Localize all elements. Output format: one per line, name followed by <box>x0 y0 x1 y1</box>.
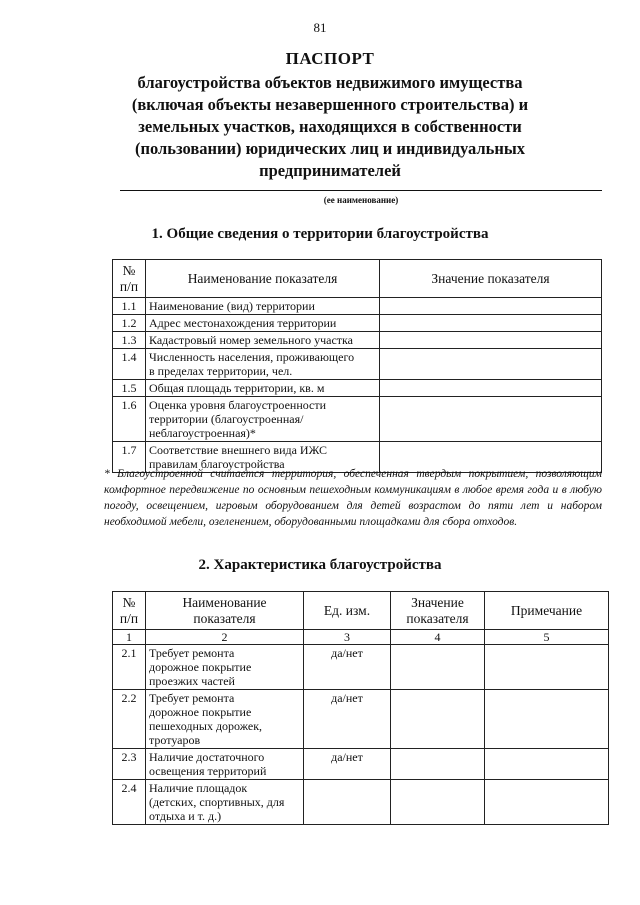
header-name-line: Наименование <box>182 594 267 610</box>
table-row <box>113 690 609 749</box>
indicator-name-line: Требует ремонта <box>149 691 235 705</box>
header-num-line: п/п <box>119 278 139 294</box>
row-number: 1.3 <box>113 332 146 349</box>
column-number: 3 <box>304 630 391 645</box>
indicator-name-line: неблагоустроенная)* <box>149 426 256 440</box>
indicator-name <box>146 645 304 690</box>
indicator-name-line: освещения территорий <box>149 764 267 778</box>
indicator-name <box>146 298 380 315</box>
indicator-name-line: Соответствие внешнего вида ИЖС <box>149 443 328 457</box>
name-caption: (ее наименование) <box>323 195 399 205</box>
indicator-name <box>146 349 380 380</box>
table-row <box>113 397 602 442</box>
title-line: (включая объекты незавершенного строительства) и <box>131 95 529 114</box>
title-line: (пользовании) юридических лиц и индивидуальных <box>134 139 526 158</box>
row-number: 2.3 <box>113 749 146 780</box>
header-name-line: показателя <box>193 610 256 626</box>
document-title <box>60 48 600 182</box>
header-value-line: Значение <box>411 594 464 610</box>
indicator-name-line: Наименование (вид) территории <box>149 299 315 313</box>
indicator-name <box>146 315 380 332</box>
title-line: благоустройства объектов недвижимого имущества <box>137 73 523 92</box>
indicator-name-line: правилам благоустройства <box>149 457 285 471</box>
indicator-name-line: дорожное покрытие <box>149 705 252 719</box>
indicator-value-cell[interactable] <box>380 332 602 349</box>
row-number: 1.7 <box>113 442 146 473</box>
indicator-name-line: отдыха и т. д.) <box>149 809 222 823</box>
row-number: 1.6 <box>113 397 146 442</box>
note-cell[interactable] <box>485 780 609 825</box>
value-cell[interactable] <box>391 780 485 825</box>
row-number: 2.4 <box>113 780 146 825</box>
header-note: Примечание <box>485 592 609 630</box>
header-indicator-value: Значение показателя <box>380 260 602 298</box>
row-number: 2.2 <box>113 690 146 749</box>
row-number: 1.5 <box>113 380 146 397</box>
indicator-value-cell[interactable] <box>380 349 602 380</box>
indicator-value-cell[interactable] <box>380 298 602 315</box>
header-num-line: № <box>122 594 136 610</box>
indicator-name-line: Наличие площадок <box>149 781 248 795</box>
header-indicator-name: Наименование показателя <box>146 260 380 298</box>
table-row <box>113 315 602 332</box>
column-number: 1 <box>113 630 146 645</box>
table-row <box>113 380 602 397</box>
title-line: предпринимателей <box>259 161 401 180</box>
indicator-name-line: Адрес местонахождения территории <box>149 316 337 330</box>
column-number: 2 <box>146 630 304 645</box>
indicator-name <box>146 780 304 825</box>
footnote: * Благоустроенной считается территория, обеспеченная твердым покрытием, позволяющим комфортное передвижение по основным пешеходным коммуникациям в любое время года и в любую погоду, освещением, игровым оборудованием для детей возрастом до пяти лет и набором необходимой мебели, озеленением, оборудованными площадками для сбора отходов. <box>104 468 602 528</box>
header-unit: Ед. изм. <box>304 592 391 630</box>
indicator-name-line: Кадастровый номер земельного участка <box>149 333 353 347</box>
indicator-name <box>146 380 380 397</box>
unit-cell: да/нет <box>304 645 391 690</box>
column-number: 4 <box>391 630 485 645</box>
indicator-name-line: (детских, спортивных, для <box>149 795 285 809</box>
header-num <box>113 592 146 630</box>
note-cell[interactable] <box>485 749 609 780</box>
indicator-name-line: дорожное покрытие <box>149 660 252 674</box>
note-cell[interactable] <box>485 690 609 749</box>
indicator-value-cell[interactable] <box>380 380 602 397</box>
unit-cell <box>304 780 391 825</box>
header-num-line: п/п <box>119 610 139 626</box>
row-number: 1.4 <box>113 349 146 380</box>
header-num <box>113 260 146 298</box>
header-value <box>391 592 485 630</box>
indicator-name-line: проезжих частей <box>149 674 235 688</box>
table-row <box>113 749 609 780</box>
indicator-name-line: Оценка уровня благоустроенности <box>149 398 327 412</box>
unit-cell: да/нет <box>304 749 391 780</box>
indicator-name <box>146 332 380 349</box>
indicator-name <box>146 397 380 442</box>
table-row <box>113 332 602 349</box>
indicator-name-line: Наличие достаточного <box>149 750 265 764</box>
indicator-name-line: тротуаров <box>149 733 201 747</box>
indicator-value-cell[interactable] <box>380 397 602 442</box>
section2-title: 2. Характеристика благоустройства <box>198 557 442 573</box>
row-number: 2.1 <box>113 645 146 690</box>
title-line: земельных участков, находящихся в собственности <box>138 117 522 136</box>
indicator-name-line: пешеходных дорожек, <box>149 719 263 733</box>
name-fill-line <box>120 190 602 191</box>
indicator-name <box>146 749 304 780</box>
note-cell[interactable] <box>485 645 609 690</box>
indicator-name-line: Общая площадь территории, кв. м <box>149 381 325 395</box>
indicator-value-cell[interactable] <box>380 315 602 332</box>
header-value-line: показателя <box>406 610 469 626</box>
value-cell[interactable] <box>391 749 485 780</box>
column-number: 5 <box>485 630 609 645</box>
indicator-name-line: Требует ремонта <box>149 646 235 660</box>
general-info-table <box>112 259 602 473</box>
title-main: ПАСПОРТ <box>285 49 375 68</box>
title-subtitle <box>60 72 600 182</box>
value-cell[interactable] <box>391 645 485 690</box>
characteristics-table <box>112 591 609 825</box>
table-row <box>113 349 602 380</box>
table-row <box>113 298 602 315</box>
value-cell[interactable] <box>391 690 485 749</box>
table-row <box>113 645 609 690</box>
row-number: 1.2 <box>113 315 146 332</box>
column-number-row <box>113 630 609 645</box>
page-number: 81 <box>313 20 327 35</box>
indicator-name <box>146 690 304 749</box>
table-row <box>113 780 609 825</box>
indicator-name-line: в пределах территории, чел. <box>149 364 293 378</box>
section1-title: 1. Общие сведения о территории благоустройства <box>151 226 489 242</box>
indicator-name-line: Численность населения, проживающего <box>149 350 355 364</box>
indicator-name-line: территории (благоустроенная/ <box>149 412 304 426</box>
header-indicator-name <box>146 592 304 630</box>
unit-cell: да/нет <box>304 690 391 749</box>
row-number: 1.1 <box>113 298 146 315</box>
header-num-line: № <box>122 262 136 278</box>
